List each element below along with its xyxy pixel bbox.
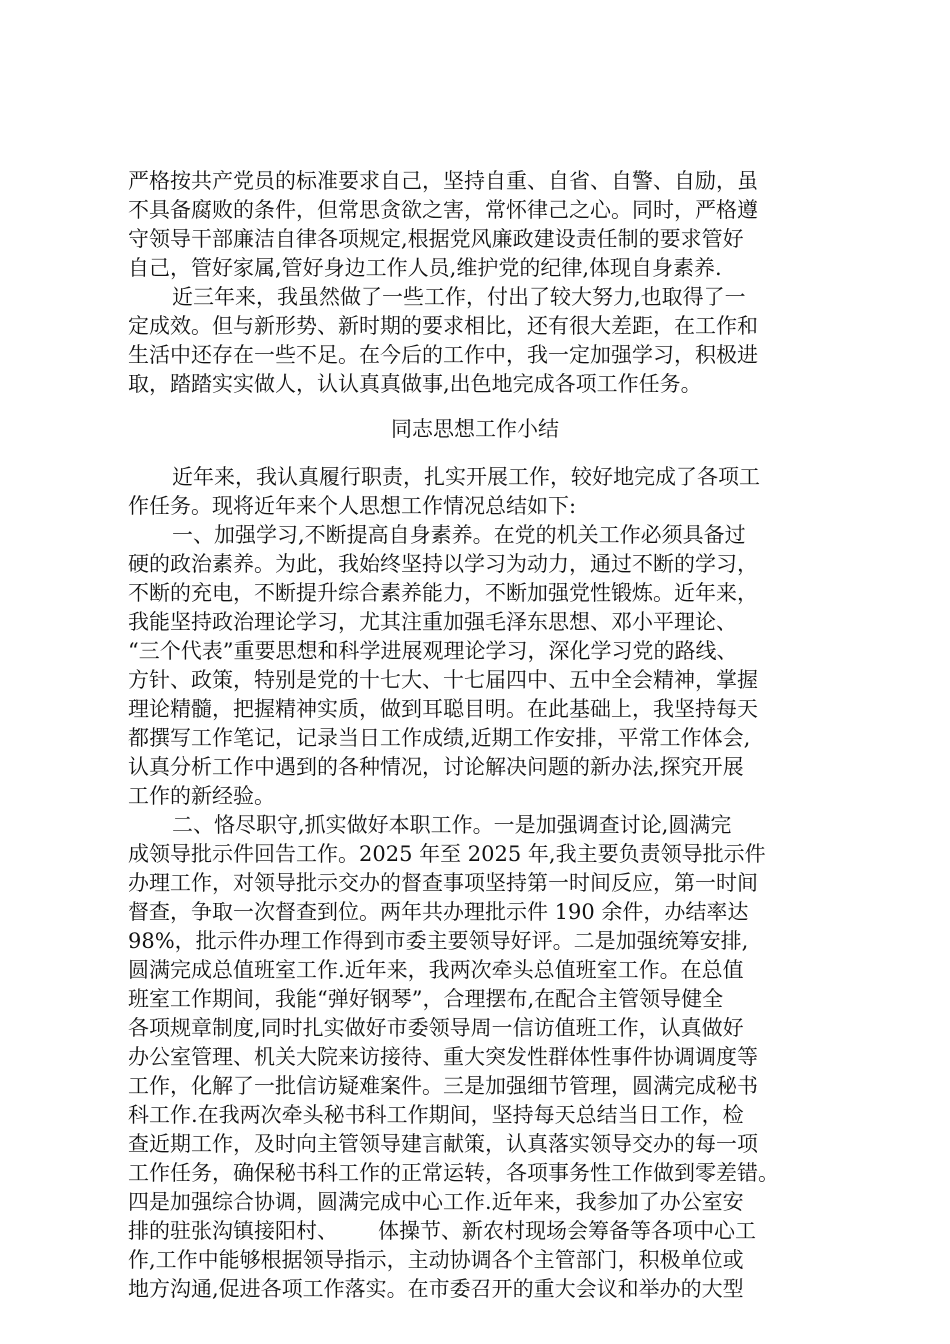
paragraph-line: 硬的政治素养。为此，我始终坚持以学习为动力，通过不断的学习，: [128, 552, 758, 576]
paragraph-line: 四是加强综合协调，圆满完成中心工作.近年来，我参加了办公室安: [128, 1190, 744, 1214]
paragraph-line: “三个代表”重要思想和科学进展观理论学习，深化学习党的路线、: [128, 639, 738, 663]
paragraph-line: 98%，批示件办理工作得到市委主要领导好评。二是加强统筹安排,: [128, 929, 749, 953]
paragraph-line: 排的驻张沟镇接阳村、 体操节、新农村现场会筹备等各项中心工: [128, 1219, 757, 1243]
paragraph-line: 不具备腐败的条件，但常思贪欲之害，常怀律己之心。同时，严格遵: [128, 198, 758, 222]
paragraph-line: 办公室管理、机关大院来访接待、重大突发性群体性事件协调调度等: [128, 1045, 758, 1069]
paragraph-line: 班室工作期间，我能“弹好钢琴”，合理摆布,在配合主管领导健全: [128, 987, 724, 1011]
paragraph-line: 成领导批示件回告工作。2025 年至 2025 年,我主要负责领导批示件: [128, 842, 766, 866]
paragraph-line: 工作，化解了一批信访疑难案件。三是加强细节管理，圆满完成秘书: [128, 1074, 758, 1098]
paragraph-line: 作任务。现将近年来个人思想工作情况总结如下:: [128, 494, 577, 518]
paragraph-line: 自己，管好家属,管好身边工作人员,维护党的纪律,体现自身素养.: [128, 256, 722, 280]
paragraph-line: 我能坚持政治理论学习，尤其注重加强毛泽东思想、邓小平理论、: [128, 610, 737, 634]
paragraph-line: 守领导干部廉洁自律各项规定,根据党风廉政建设责任制的要求管好: [128, 227, 744, 251]
paragraph-line: 生活中还存在一些不足。在今后的工作中，我一定加强学习，积极进: [128, 343, 758, 367]
paragraph-line: 工作的新经验。: [128, 784, 275, 808]
paragraph-line: 地方沟通,促进各项工作落实。在市委召开的重大会议和举办的大型: [128, 1277, 744, 1301]
paragraph-line: 取，踏踏实实做人，认认真真做事,出色地完成各项工作任务。: [128, 372, 702, 396]
paragraph-line: 定成效。但与新形势、新时期的要求相比，还有很大差距，在工作和: [128, 314, 758, 338]
paragraph-line: 不断的充电，不断提升综合素养能力，不断加强党性锻炼。近年来，: [128, 581, 758, 605]
document-title: 同志思想工作小结: [391, 417, 559, 441]
paragraph-line: 各项规章制度,同时扎实做好市委领导周一信访值班工作，认真做好: [128, 1016, 744, 1040]
paragraph-line: 近三年来，我虽然做了一些工作，付出了较大努力,也取得了一: [172, 285, 746, 309]
paragraph-line: 方针、政策，特别是党的十七大、十七届四中、五中全会精神，掌握: [128, 668, 758, 692]
paragraph-line: 工作任务，确保秘书科工作的正常运转，各项事务性工作做到零差错。: [128, 1161, 779, 1185]
main-section: [128, 463, 840, 1304]
paragraph-line: 圆满完成总值班室工作.近年来，我两次牵头总值班室工作。在总值: [128, 958, 744, 982]
paragraph-line: 严格按共产党员的标准要求自己，坚持自重、自省、自警、自励，虽: [128, 169, 758, 193]
paragraph-line: 办理工作，对领导批示交办的督查事项坚持第一时间反应，第一时间: [128, 871, 758, 895]
paragraph-line: 查近期工作，及时向主管领导建言献策，认真落实领导交办的每一项: [128, 1132, 758, 1156]
top-section: [128, 167, 840, 399]
paragraph-line: 作,工作中能够根据领导指示，主动协调各个主管部门，积极单位或: [128, 1248, 744, 1272]
paragraph-line: 二、恪尽职守,抓实做好本职工作。一是加强调查讨论,圆满完: [172, 813, 732, 837]
paragraph-line: 督查，争取一次督查到位。两年共办理批示件 190 余件，办结率达: [128, 900, 749, 924]
paragraph-line: 科工作.在我两次牵头秘书科工作期间，坚持每天总结当日工作，检: [128, 1103, 744, 1127]
paragraph-line: 理论精髓，把握精神实质，做到耳聪目明。在此基础上，我坚持每天: [128, 697, 758, 721]
paragraph-line: 都撰写工作笔记，记录当日工作成绩,近期工作安排，平常工作体会,: [128, 726, 751, 750]
paragraph-line: 认真分析工作中遇到的各种情况，讨论解决问题的新办法,探究开展: [128, 755, 744, 779]
paragraph-line: 近年来，我认真履行职责，扎实开展工作，较好地完成了各项工: [172, 465, 760, 489]
paragraph-line: 一、加强学习,不断提高自身素养。在党的机关工作必须具备过: [172, 523, 746, 547]
